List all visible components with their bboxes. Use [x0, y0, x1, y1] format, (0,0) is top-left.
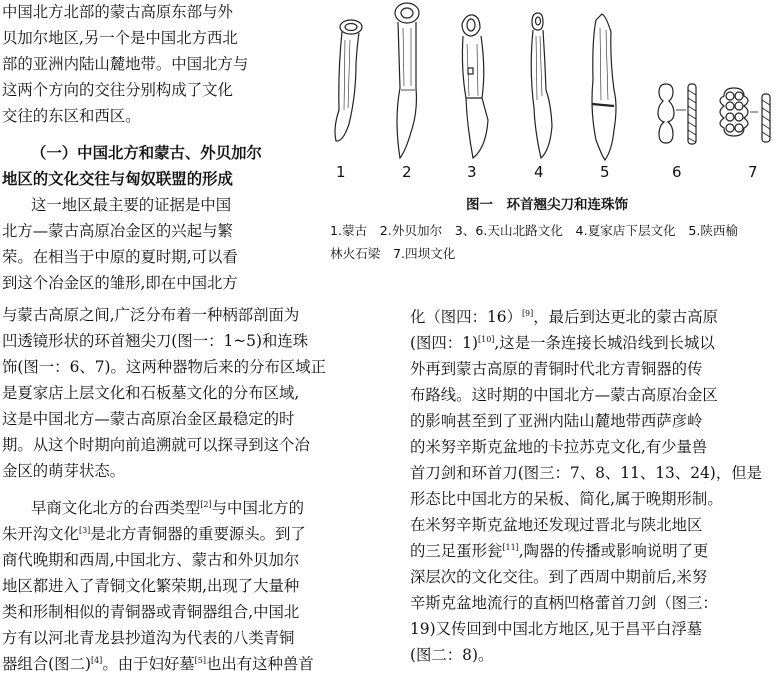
text-line: 贝加尔地区,另一个是中国北方西北	[2, 29, 238, 47]
text-line: 的三足蛋形瓮[11],陶器的传播或影响说明了更	[410, 542, 709, 560]
section-heading: 地区的文化交往与匈奴联盟的形成	[2, 170, 233, 188]
figure-number: 5	[600, 163, 610, 181]
paragraph-start: 早商文化北方的台西类型[2]与中国北方的	[31, 499, 305, 517]
text-line: 与蒙古高原之间,广泛分布着一种柄部剖面为	[2, 306, 300, 324]
figure-number: 3	[467, 163, 477, 181]
figure-drawing	[318, 0, 781, 212]
footnote-ref: [11]	[502, 543, 519, 552]
figure-caption: 林火石梁 7.四坝文化	[330, 246, 456, 261]
bead-ornament-6-icon	[658, 84, 696, 144]
text-line: 深层次的文化交往。到了西周中期前后,米努	[410, 568, 708, 586]
text-line: 荣。在相当于中原的夏时期,可以看	[2, 248, 238, 266]
text-line: 在米努辛斯克盆地还发现过晋北与陕北地区	[410, 516, 703, 534]
text-line: 器组合(图二)[4]。由于妇好墓[5]也出有这种兽首	[2, 655, 314, 673]
text-line: 商代晚期和西周,中国北方、蒙古和外贝加尔	[2, 551, 300, 569]
text-line: 交往的东区和西区。	[2, 107, 141, 125]
footnote-ref: [5]	[194, 656, 207, 665]
figure-number: 7	[748, 163, 758, 181]
footnote-ref: [4]	[90, 656, 103, 665]
text-line: 外再到蒙古高原的青铜时代北方青铜器的传	[410, 360, 703, 378]
text-line: 朱开沟文化[3]是北方青铜器的重要源头。到了	[2, 525, 306, 543]
section-heading: （一）中国北方和蒙古、外贝加尔	[31, 144, 262, 162]
text-line: 的影响甚至到了亚洲内陆山麓地带西萨彦岭	[410, 412, 703, 430]
figure-number: 2	[402, 163, 412, 181]
bead-ornament-7-icon	[720, 88, 770, 142]
figure-number: 1	[336, 163, 346, 181]
text-line: 方有以河北青龙县抄道沟为代表的八类青铜	[2, 629, 295, 647]
text-line: 期。从这个时期向前追溯就可以探寻到这个冶	[2, 436, 310, 454]
text-line: 部的亚洲内陆山麓地带。中国北方与	[2, 55, 249, 73]
ring-pommel-knife-3-icon	[462, 15, 488, 158]
text-line: 的米努辛斯克盆地的卡拉苏克文化,有少量兽	[410, 438, 708, 456]
text-line: 到这个冶金区的雏形,即在中国北方	[2, 274, 238, 292]
text-line: (图四：1)[10],这是一条连接长城沿线到长城以	[410, 334, 715, 352]
figure-number: 4	[534, 163, 544, 181]
ring-pommel-knife-2-icon	[395, 3, 419, 158]
text-line: 19)又传回到中国北方地区,见于昌平白浮墓	[410, 620, 703, 638]
text-line: 北方—蒙古高原冶金区的兴起与繁	[2, 222, 233, 240]
text-line: 布路线。这时期的中国北方—蒙古高原冶金区	[410, 386, 718, 404]
text-line: 类和形制相似的青铜器或青铜器组合,中国北	[2, 603, 300, 621]
footnote-ref: [3]	[78, 526, 91, 535]
text-line: 化（图四：16）[9]，最后到达更北的蒙古高原	[410, 308, 718, 326]
figure-title: 图一 环首翘尖刀和连珠饰	[466, 197, 628, 213]
text-line: 地区都进入了青铜文化繁荣期,出现了大量种	[2, 577, 300, 595]
footnote-ref: [2]	[200, 500, 212, 509]
text-line: 这两个方向的交往分别构成了文化	[2, 81, 233, 99]
text-line: (图二：8)。	[410, 646, 494, 664]
ring-pommel-knife-1-icon	[335, 20, 362, 141]
text-line: 这是中国北方—蒙古高原冶金区最稳定的时	[2, 410, 295, 428]
text-line: 凹透镜形状的环首翘尖刀(图一：1~5)和连珠	[2, 332, 309, 350]
footnote-ref: [10]	[477, 335, 495, 344]
figure-caption: 1.蒙古 2.外贝加尔 3、6.天山北路文化 4.夏家店下层文化 5.陕西榆	[330, 223, 739, 238]
text-line: 饰(图一：6、7)。这两种器物后来的分布区域正	[2, 358, 327, 376]
paragraph-start: 这一地区最主要的证据是中国	[31, 196, 232, 214]
ring-pommel-knife-4-icon	[531, 13, 552, 158]
figure-number: 6	[672, 163, 682, 181]
knife-5-icon	[592, 14, 616, 160]
text-line: 形态比中国北方的呆板、简化,属于晚期形制。	[410, 490, 723, 508]
text-line: 辛斯克盆地流行的直柄凹格蕾首刀剑（图三：	[410, 594, 718, 612]
text-line: 首刀剑和环首刀(图三：7、8、11、13、24)，但是	[410, 464, 762, 482]
text-line: 中国北方北部的蒙古高原东部与外	[2, 3, 233, 21]
text-line: 金区的萌芽状态。	[2, 462, 126, 480]
footnote-ref: [9]	[521, 309, 534, 318]
text-line: 是夏家店上层文化和石板墓文化的分布区域,	[2, 384, 300, 402]
